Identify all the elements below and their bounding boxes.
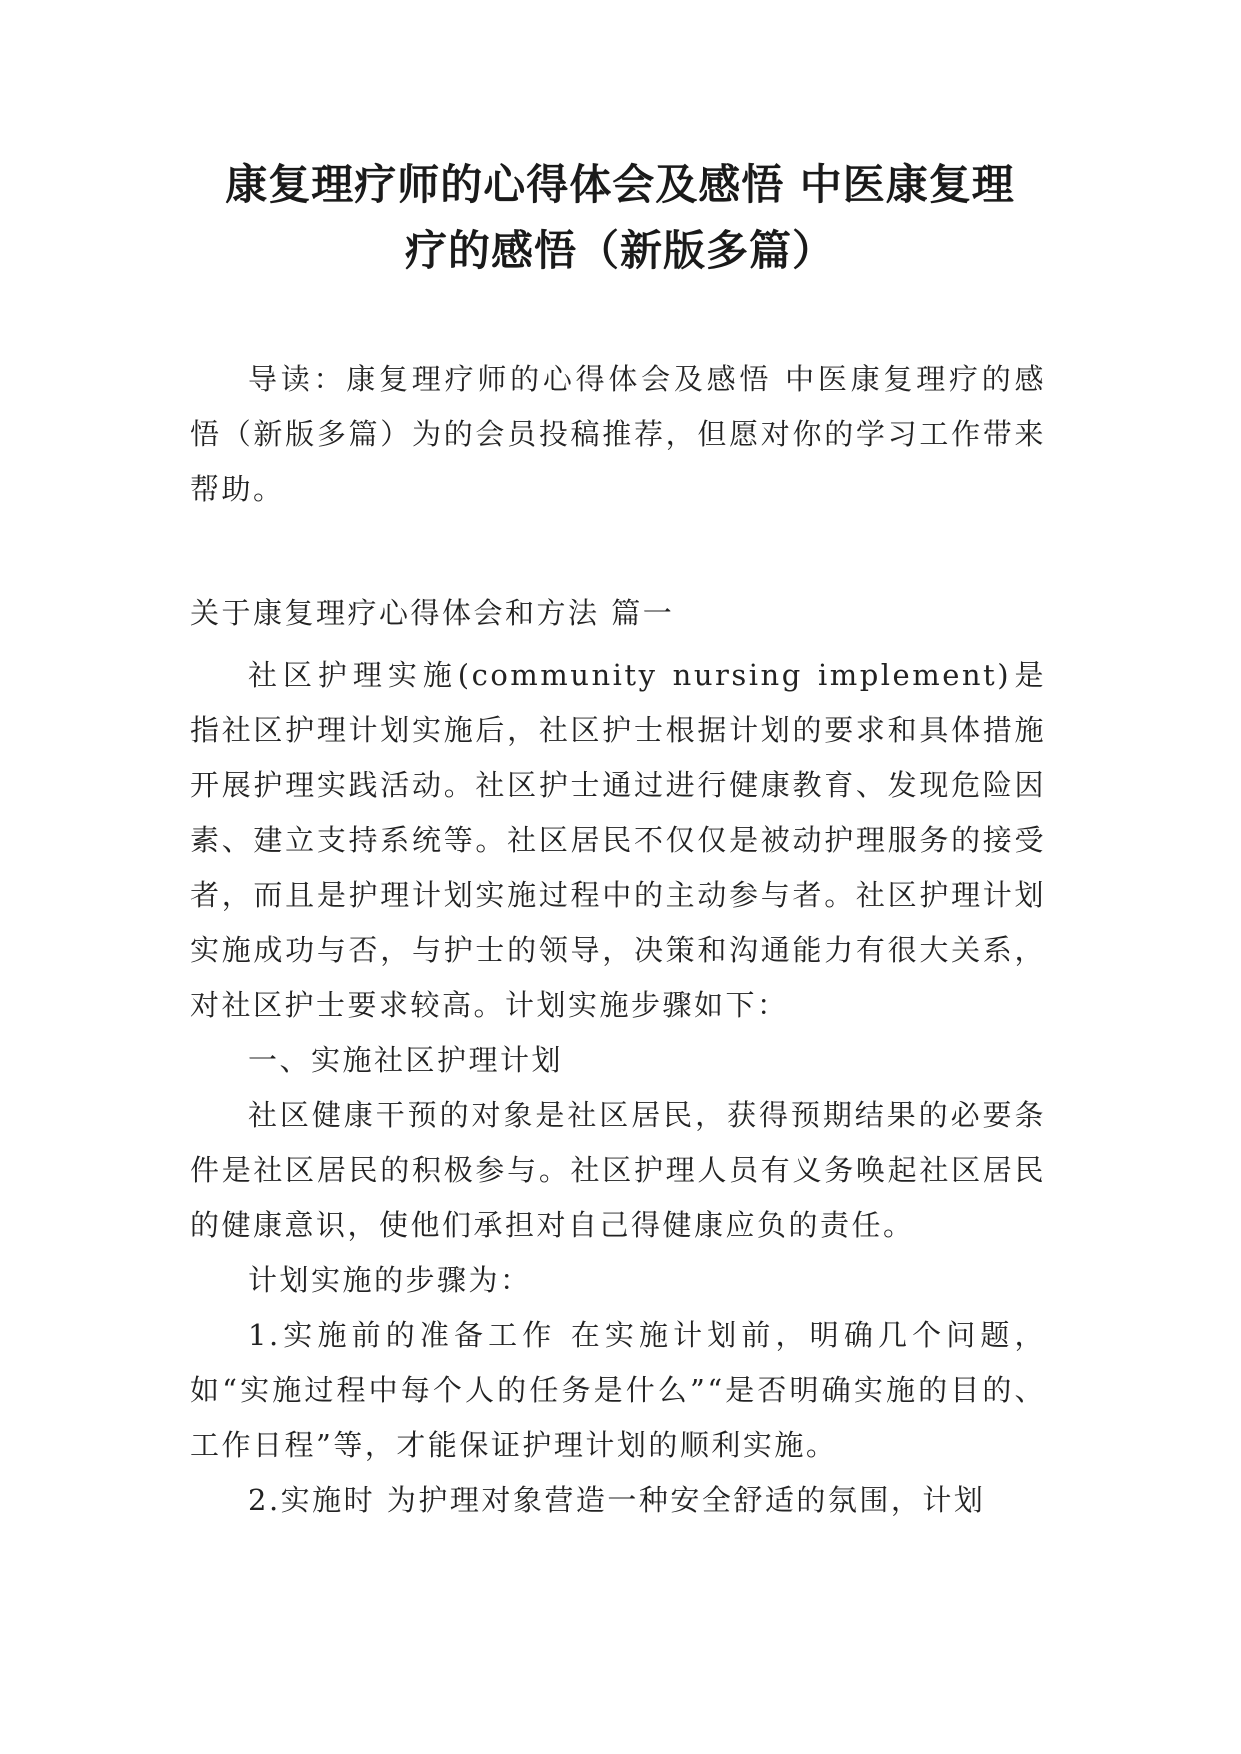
paragraph: 2.实施时 为护理对象营造一种安全舒适的氛围，计划 (248, 1483, 986, 1517)
paragraph: 1.实施前的准备工作 在实施计划前，明确几个问题，如“实施过程中每个人的任务是什么”“是否明确实施的目的、工作日程”等，才能保证护理计划的顺利实施。 (190, 1318, 1046, 1462)
title-line-2: 疗的感悟（新版多篇） (404, 226, 835, 275)
section-heading: 关于康复理疗心得体会和方法 篇一 (190, 596, 675, 630)
paragraph: 社区健康干预的对象是社区居民，获得预期结果的必要条件是社区居民的积极参与。社区护理人员有义务唤起社区居民的健康意识，使他们承担对自己得健康应负的责任。 (190, 1098, 1046, 1242)
intro-paragraph: 导读：康复理疗师的心得体会及感悟 中医康复理疗的感悟（新版多篇）为的会员投稿推荐，但愿对你的学习工作带来帮助。 (190, 362, 1046, 506)
intro-block (190, 352, 1046, 517)
article-body (190, 586, 1046, 1528)
paragraph: 一、实施社区护理计划 (248, 1043, 564, 1077)
title-line-1: 康复理疗师的心得体会及感悟 中医康复理 (225, 160, 1015, 209)
document-title (150, 152, 1090, 284)
paragraph: 社区护理实施(community nursing implement)是指社区护理计划实施后，社区护士根据计划的要求和具体措施开展护理实践活动。社区护士通过进行健康教育、发现危险因素、建立支持系统等。社区居民不仅仅是被动护理服务的接受者，而且是护理计划实施过程中的主动参与者。社区护理计划实施成功与否，与护士的领导，决策和沟通能力有很大关系，对社区护士要求较高。计划实施步骤如下： (190, 658, 1046, 1022)
paragraph: 计划实施的步骤为： (248, 1263, 532, 1297)
